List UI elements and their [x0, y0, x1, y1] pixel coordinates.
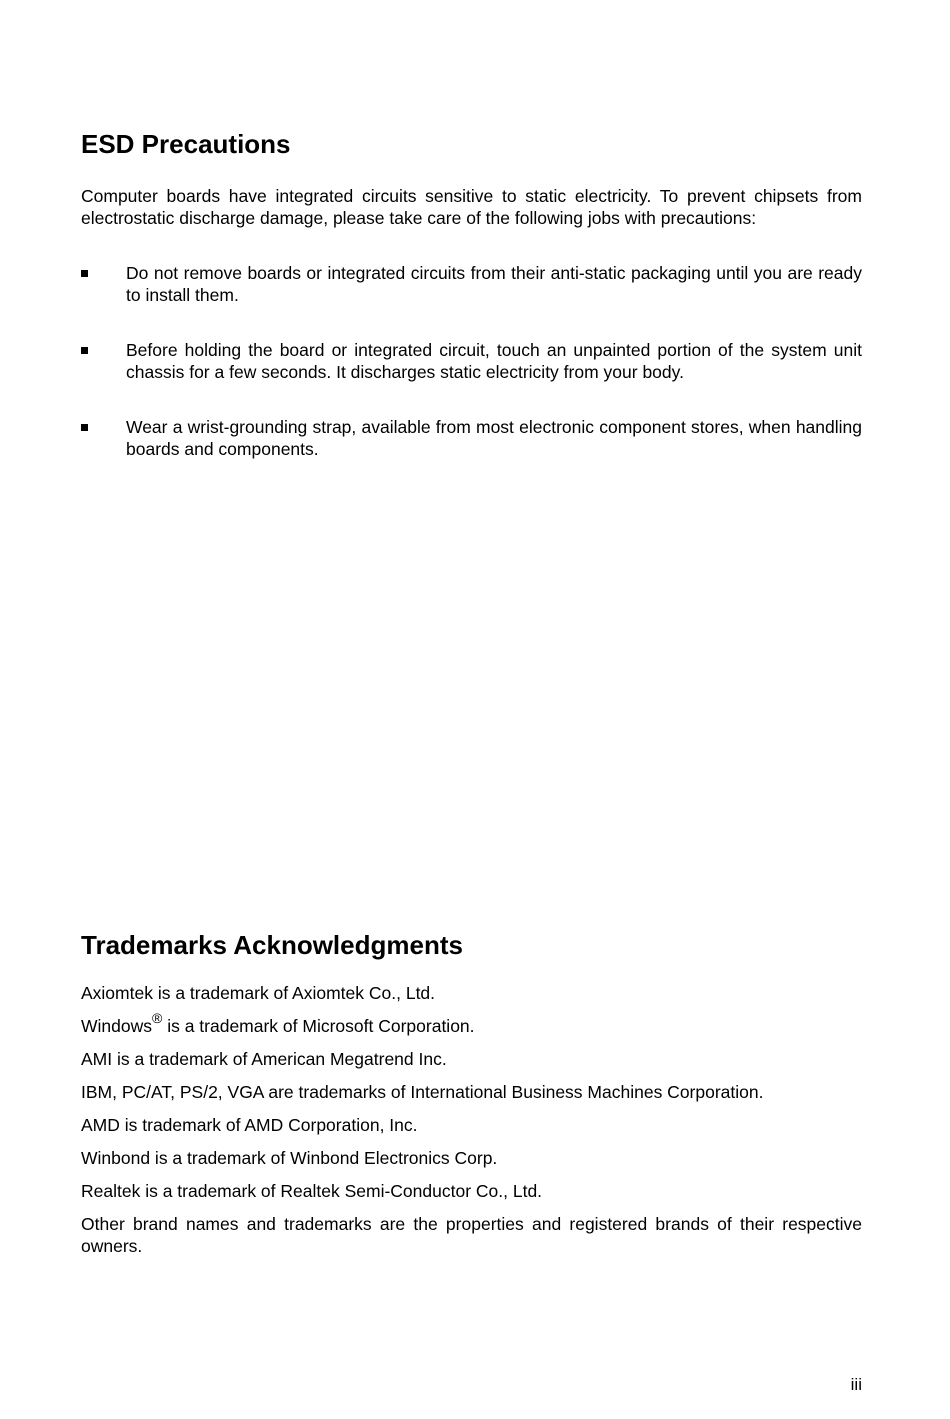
- trademarks-list: [81, 983, 862, 1269]
- square-bullet-icon: [81, 424, 88, 431]
- esd-precautions-list: [81, 263, 862, 494]
- windows-name: Windows: [81, 1016, 152, 1036]
- esd-precautions-heading: ESD Precautions: [81, 129, 291, 159]
- square-bullet-icon: [81, 347, 88, 354]
- trademarks-heading: Trademarks Acknowledgments: [81, 930, 463, 960]
- windows-text: is a trademark of Microsoft Corporation.: [162, 1016, 475, 1036]
- list-item: [81, 263, 862, 306]
- esd-intro-paragraph: Computer boards have integrated circuits sensitive to static electricity. To prevent chipsets from electrostatic discharge damage, please take care of the following jobs with precautions:: [81, 186, 862, 228]
- square-bullet-icon: [81, 270, 88, 277]
- list-item: [81, 417, 862, 460]
- list-item-text: Do not remove boards or integrated circuits from their anti-static packaging until you are ready to install them.: [126, 263, 862, 305]
- trademark-realtek: Realtek is a trademark of Realtek Semi-Conductor Co., Ltd.: [81, 1181, 543, 1201]
- trademark-ami: AMI is a trademark of American Megatrend Inc.: [81, 1049, 447, 1069]
- trademark-axiomtek: Axiomtek is a trademark of Axiomtek Co., Ltd.: [81, 983, 436, 1003]
- trademark-other: Other brand names and trademarks are the properties and registered brands of their respective owners.: [81, 1214, 862, 1256]
- registered-mark: ®: [152, 1010, 163, 1026]
- list-item: [81, 340, 862, 383]
- trademark-ibm: IBM, PC/AT, PS/2, VGA are trademarks of International Business Machines Corporation.: [81, 1082, 764, 1102]
- list-item-text: Before holding the board or integrated circuit, touch an unpainted portion of the system unit chassis for a few seconds. It discharges static electricity from your body.: [126, 340, 862, 382]
- document-page: [81, 0, 862, 1419]
- page-number: iii: [850, 1375, 862, 1394]
- trademark-amd: AMD is trademark of AMD Corporation, Inc.: [81, 1115, 418, 1135]
- trademark-windows: [81, 1010, 862, 1038]
- list-item-text: Wear a wrist-grounding strap, available from most electronic component stores, when handling boards and components.: [126, 417, 862, 459]
- trademark-winbond: Winbond is a trademark of Winbond Electronics Corp.: [81, 1148, 498, 1168]
